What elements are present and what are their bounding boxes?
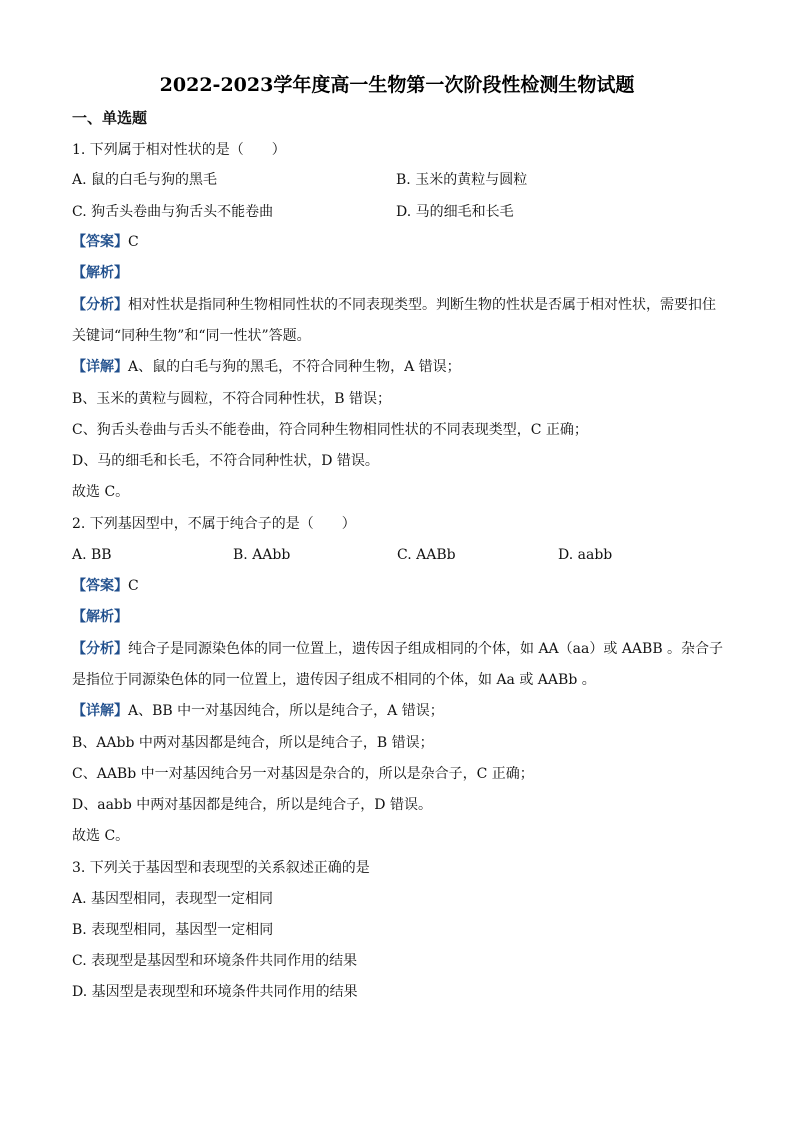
question-2-detail-c: C、AABb 中一对基因纯合另一对基因是杂合的，所以是杂合子，C 正确； xyxy=(72,766,534,782)
question-2-option-b: B. AAbb xyxy=(233,547,291,563)
question-2-fenxi xyxy=(72,634,727,696)
question-1-detail-c: C、狗舌头卷曲与舌头不能卷曲，符合同种生物相同性状的不同表现类型，C 正确； xyxy=(72,422,588,438)
section-heading: 一、单选题 xyxy=(72,109,148,127)
answer-value: C xyxy=(128,234,139,250)
question-1-answer xyxy=(72,232,139,252)
question-2-stem: 2. 下列基因型中，不属于纯合子的是（ ） xyxy=(72,516,356,532)
page-title: 2022-2023学年度高一生物第一次阶段性检测生物试题 xyxy=(159,74,635,96)
question-1-conclusion: 故选 C。 xyxy=(72,484,130,500)
question-2-detail-b: B、AAbb 中两对基因都是纯合，所以是纯合子，B 错误； xyxy=(72,735,434,751)
question-1-detail-b: B、玉米的黄粒与圆粒，不符合同种性状，B 错误； xyxy=(72,391,392,407)
question-1-fenxi xyxy=(72,290,727,352)
question-2-option-a: A. BB xyxy=(72,547,112,563)
question-3-option-a: A. 基因型相同，表现型一定相同 xyxy=(72,891,274,907)
xiangjie-tag: 【详解】 xyxy=(72,359,128,375)
question-2-answer xyxy=(72,576,139,596)
detail-text: A、鼠的白毛与狗的黑毛，不符合同种生物，A 错误； xyxy=(128,359,461,375)
question-2-detail-d: D、aabb 中两对基因都是纯合，所以是纯合子，D 错误。 xyxy=(72,797,432,813)
fenxi-tag: 【分析】 xyxy=(72,297,128,313)
question-1-option-d: D. 马的细毛和长毛 xyxy=(396,204,514,220)
question-3-option-d: D. 基因型是表现型和环境条件共同作用的结果 xyxy=(72,984,358,1000)
detail-text: A、BB 中一对基因纯合，所以是纯合子，A 错误； xyxy=(128,703,444,719)
question-1-stem: 1. 下列属于相对性状的是（ ） xyxy=(72,142,286,158)
answer-tag: 【答案】 xyxy=(72,234,128,250)
analysis-tag: 【解析】 xyxy=(72,609,128,625)
question-2-analysis-heading xyxy=(72,607,128,627)
analysis-tag: 【解析】 xyxy=(72,265,128,281)
fenxi-tag: 【分析】 xyxy=(72,641,128,657)
question-1-option-b: B. 玉米的黄粒与圆粒 xyxy=(396,172,528,188)
question-2-option-d: D. aabb xyxy=(558,547,613,563)
answer-tag: 【答案】 xyxy=(72,578,128,594)
question-2-option-c: C. AABb xyxy=(397,547,456,563)
question-2-detail-a xyxy=(72,701,444,721)
question-3-option-b: B. 表现型相同，基因型一定相同 xyxy=(72,922,274,938)
question-1-option-c: C. 狗舌头卷曲与狗舌头不能卷曲 xyxy=(72,204,274,220)
question-1-option-a: A. 鼠的白毛与狗的黑毛 xyxy=(72,172,218,188)
fenxi-text: 相对性状是指同种生物相同性状的不同表现类型。判断生物的性状是否属于相对性状，需要扣住关键词“同种生物”和“同一性状”答题。 xyxy=(72,297,716,344)
question-2-conclusion: 故选 C。 xyxy=(72,828,130,844)
question-3-stem: 3. 下列关于基因型和表现型的关系叙述正确的是 xyxy=(72,860,370,876)
answer-value: C xyxy=(128,578,139,594)
question-1-detail-a xyxy=(72,357,461,377)
question-1-detail-d: D、马的细毛和长毛，不符合同种性状，D 错误。 xyxy=(72,453,379,469)
fenxi-text: 纯合子是同源染色体的同一位置上，遗传因子组成相同的个体，如 AA（aa）或 AABB 。杂合子是指位于同源染色体的同一位置上，遗传因子组成不相同的个体，如 Aa 或 AABb 。 xyxy=(72,641,724,688)
question-1-analysis-heading xyxy=(72,263,128,283)
question-3-option-c: C. 表现型是基因型和环境条件共同作用的结果 xyxy=(72,953,358,969)
xiangjie-tag: 【详解】 xyxy=(72,703,128,719)
